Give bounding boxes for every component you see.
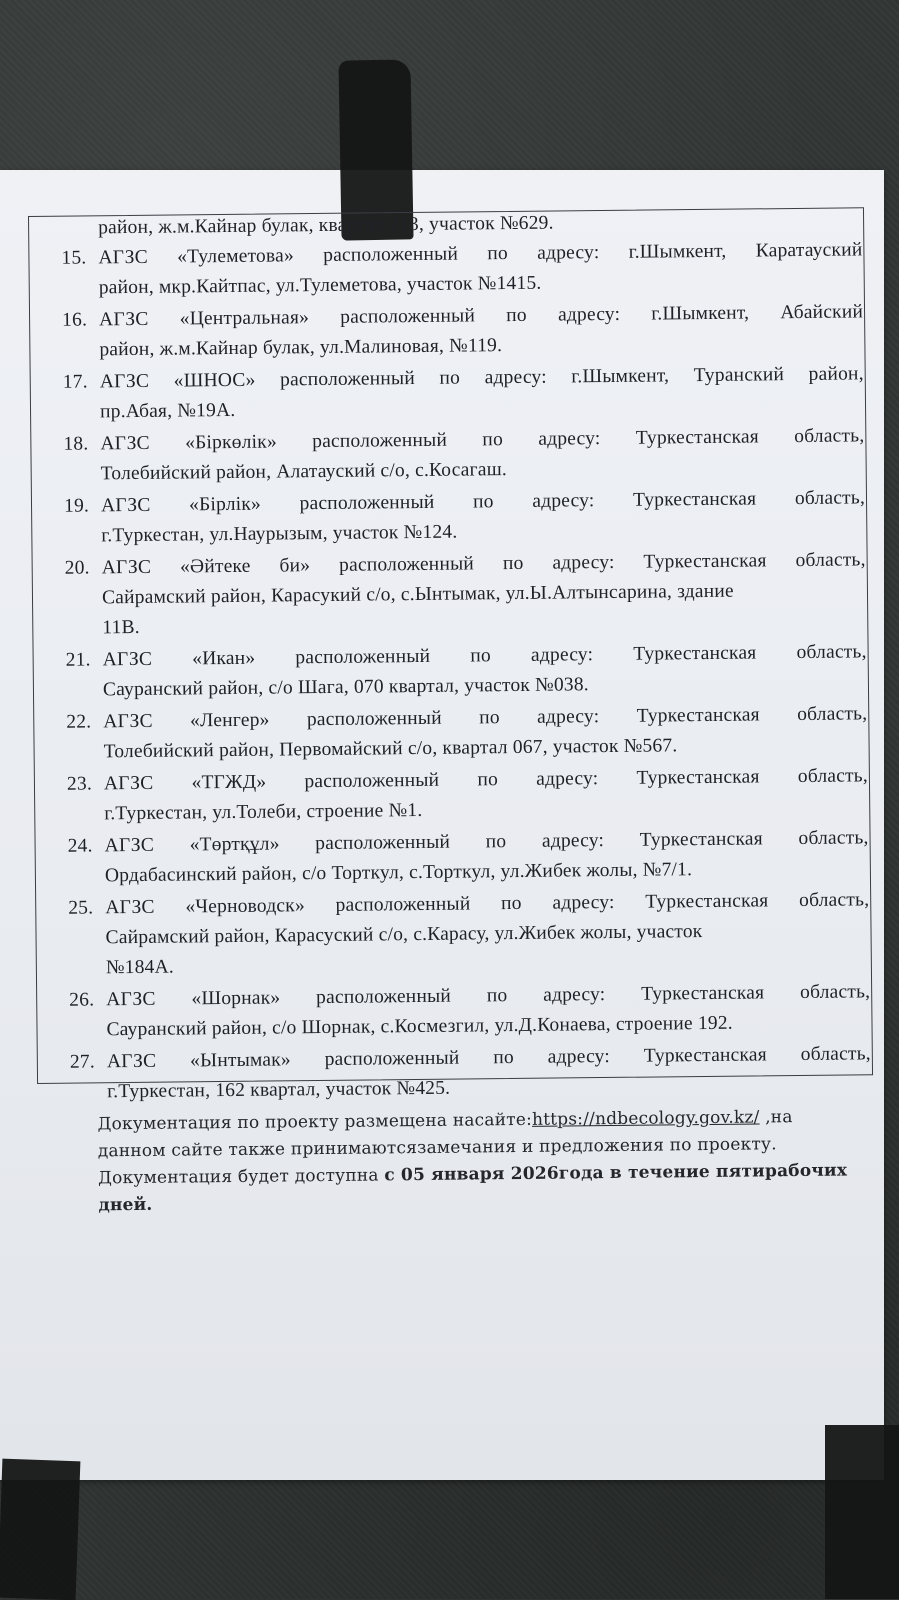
entry-continuation: №184А. xyxy=(105,956,175,979)
list-item xyxy=(40,545,871,644)
entry-number: 19. xyxy=(63,495,90,517)
footer-line-3-prefix: Документация будет доступна xyxy=(97,1165,385,1189)
entry-continuation: Толебийский район, Первомайский с/о, квартал 067, участок №567. xyxy=(103,735,678,763)
entry-continuation: район, мкр.Кайтпас, ул.Тулеметова, участок №1415. xyxy=(98,272,542,299)
entry-text: АГЗС «Тулеметова» расположенный по адресу: г.Шымкент, Каратауский xyxy=(98,239,863,269)
list-item xyxy=(42,823,873,892)
list-item xyxy=(41,699,872,768)
entry-text: АГЗС «Центральная» расположенный по адресу: г.Шымкент, Абайский xyxy=(99,301,864,331)
entry-continuation: Ордабасинский район, с/о Торткул, с.Торткул, ул.Жибек жолы, №7/1. xyxy=(104,859,693,887)
list-item xyxy=(39,483,870,552)
entry-text: АГЗС «Бірлік» расположенный по адресу: Туркестанская область, xyxy=(100,487,866,517)
list-item xyxy=(41,637,872,706)
entry-continuation: Сауранский район, с/о Шорнак, с.Космезгил, ул.Д.Конаева, строение 192. xyxy=(106,1012,733,1041)
footer-line-2: данном сайте также принимаютсязамечания и предложения по проекту. xyxy=(97,1134,777,1162)
entry-number: 16. xyxy=(62,309,88,331)
continued-line: район, ж.м.Кайнар булак, квартал 213, участок №629. xyxy=(98,212,554,239)
tape-bottom-right xyxy=(825,1425,899,1599)
entry-text: АГЗС «ТГЖД» расположенный по адресу: Туркестанская область, xyxy=(103,765,869,795)
entry-number: 21. xyxy=(65,649,91,671)
entry-number: 22. xyxy=(66,711,92,733)
footer-line-1-prefix: Документация по проекту размещена насайте: xyxy=(97,1109,533,1135)
entry-number: 18. xyxy=(63,433,89,455)
entry-text: АГЗС «Шорнак» расположенный по адресу: Туркестанская область, xyxy=(106,981,871,1011)
entry-number: 15. xyxy=(61,247,87,269)
entry-text: АГЗС «Ынтымак» расположенный по адресу: Туркестанская область, xyxy=(106,1043,871,1073)
entry-continuation: Сайрамский район, Карасуский с/о, с.Карасу, ул.Жибек жолы, участок xyxy=(105,921,703,949)
document-footer xyxy=(45,1103,876,1220)
entry-number: 25. xyxy=(68,897,94,919)
entry-number: 17. xyxy=(62,371,88,393)
entry-continuation: г.Туркестан, ул.Толеби, строение №1. xyxy=(104,799,423,825)
entry-continuation: Толебийский район, Алатауский с/о, с.Косагаш. xyxy=(100,459,508,485)
entry-continuation: г.Туркестан, 162 квартал, участок №425. xyxy=(107,1077,451,1103)
list-item xyxy=(38,421,869,490)
entry-continuation: Сауранский район, с/о Шага, 070 квартал, участок №038. xyxy=(102,674,589,701)
entry-continuation: район, ж.м.Кайнар булак, ул.Малиновая, №119. xyxy=(99,335,503,361)
list-item xyxy=(42,761,873,830)
availability-date: с 05 января 2026года в течение пятирабочих xyxy=(384,1160,848,1186)
document-text xyxy=(36,205,876,1220)
list-item xyxy=(45,1039,876,1108)
list-item xyxy=(44,977,875,1046)
entry-continuation: г.Туркестан, ул.Наурызым, участок №124. xyxy=(101,521,458,547)
entry-number: 24. xyxy=(67,835,93,857)
list-item xyxy=(37,297,868,366)
list-item xyxy=(38,359,869,428)
entry-text: АГЗС «Әйтеке би» расположенный по адресу: Туркестанская область, xyxy=(101,549,866,579)
tape-bottom-left xyxy=(0,1459,80,1600)
entry-number: 23. xyxy=(66,773,93,795)
entry-number: 26. xyxy=(69,989,95,1011)
entry-text: АГЗС «Икан» расположенный по адресу: Туркестанская область, xyxy=(102,641,867,671)
entry-continuation: пр.Абая, №19А. xyxy=(99,399,236,423)
entry-continuation: Сайрамский район, Карасукий с/о, с.Ынтымак, ул.Ы.Алтынсарина, здание xyxy=(101,580,734,609)
entry-continuation: 11В. xyxy=(102,616,140,639)
footer-line-4: дней. xyxy=(98,1194,153,1216)
entry-text: АГЗС «Ленгер» расположенный по адресу: Туркестанская область, xyxy=(103,703,868,733)
entry-number: 20. xyxy=(64,557,90,579)
entry-text: АГЗС «Біркөлік» расположенный по адресу: Туркестанская область, xyxy=(100,425,865,455)
project-link[interactable]: https://ndbecology.gov.kz/ xyxy=(531,1107,760,1130)
entry-list xyxy=(36,235,875,1108)
list-item xyxy=(43,885,874,984)
entry-text: АГЗС «Төртқұл» расположенный по адресу: Туркестанская область, xyxy=(104,827,869,857)
entry-text: АГЗС «Черноводск» расположенный по адресу: Туркестанская область, xyxy=(105,889,870,919)
list-item xyxy=(36,235,867,304)
entry-text: АГЗС «ШНОС» расположенный по адресу: г.Шымкент, Туранский район, xyxy=(99,363,864,393)
entry-number: 27. xyxy=(69,1051,95,1073)
footer-line-1-suffix: ,на xyxy=(759,1107,793,1128)
